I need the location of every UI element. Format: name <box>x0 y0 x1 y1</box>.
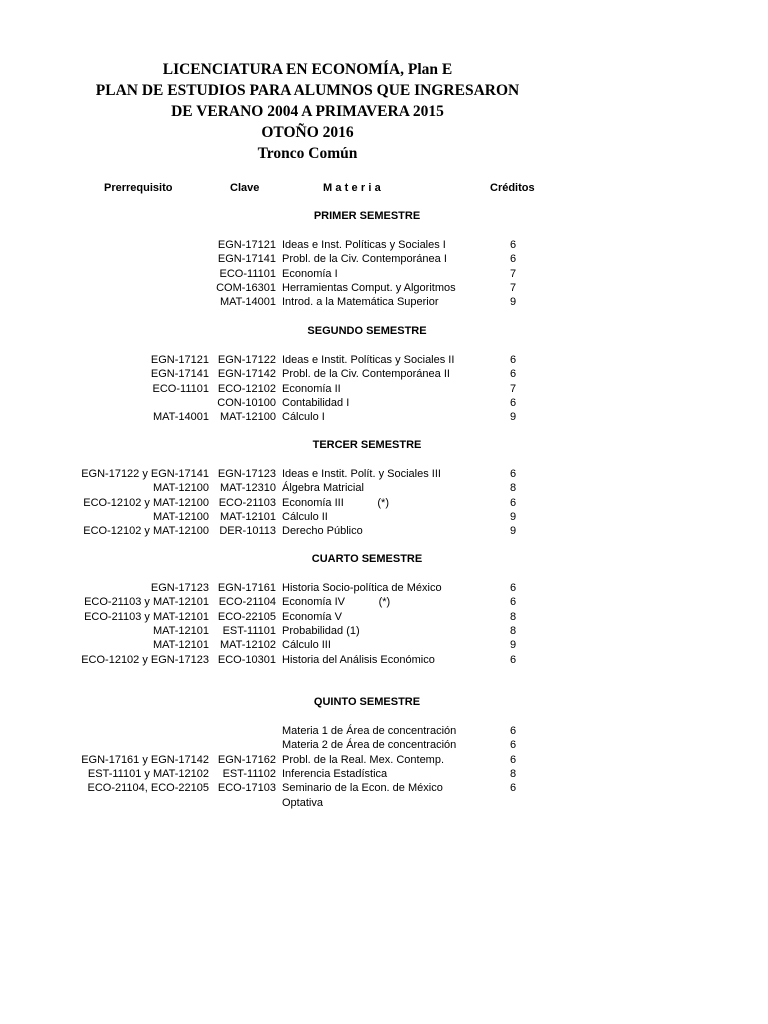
prerequisite-cell: MAT-14001 <box>152 411 209 424</box>
prerequisite-cell: MAT-12101 <box>152 639 209 652</box>
course-row <box>0 481 768 495</box>
semester-title: CUARTO SEMESTRE <box>311 553 423 565</box>
semester-title: QUINTO SEMESTRE <box>313 696 421 708</box>
subject-cell: Economía V <box>282 610 342 623</box>
header-prerequisite: Prerrequisito <box>104 182 173 194</box>
course-row <box>0 382 768 396</box>
course-row <box>0 738 768 752</box>
table-header <box>0 181 768 195</box>
course-row <box>0 410 768 424</box>
subject-cell: Economía IV (*) <box>282 596 391 609</box>
subject-cell: Probl. de la Real. Mex. Contemp. <box>282 753 445 766</box>
credits-cell: 8 <box>509 624 517 637</box>
title-line-plan: PLAN DE ESTUDIOS PARA ALUMNOS QUE INGRESARON <box>95 82 520 99</box>
subject-cell: Seminario de la Econ. de México <box>282 782 443 795</box>
course-row <box>0 510 768 524</box>
subject-cell: Economía I <box>282 267 338 280</box>
semester-heading <box>0 324 768 338</box>
semester-title: PRIMER SEMESTRE <box>313 210 421 222</box>
semester-title: SEGUNDO SEMESTRE <box>307 325 427 337</box>
header-code: Clave <box>230 182 260 194</box>
code-cell: EGN-17141 <box>217 253 276 266</box>
prerequisite-cell: ECO-12102 y MAT-12100 <box>83 496 209 509</box>
code-cell: CON-10100 <box>217 396 276 409</box>
title-line-section: Tronco Común <box>257 145 358 162</box>
semester-title: TERCER SEMESTRE <box>312 439 422 451</box>
credits-cell: 8 <box>509 767 517 780</box>
subject-cell: Historia Socio-política de México <box>282 582 442 594</box>
credits-cell: 6 <box>509 739 517 752</box>
code-cell: ECO-11101 <box>219 267 276 280</box>
credits-cell: 6 <box>509 782 517 795</box>
prerequisite-cell: ECO-21104, ECO-22105 <box>87 782 209 795</box>
semester-heading <box>0 438 768 452</box>
credits-cell: 6 <box>509 753 517 766</box>
code-cell: EGN-17123 <box>217 468 276 480</box>
course-row <box>0 267 768 281</box>
credits-cell: 9 <box>509 510 517 523</box>
prerequisite-cell: EGN-17121 <box>150 354 209 366</box>
credits-cell: 6 <box>509 253 517 266</box>
credits-cell: 7 <box>509 267 517 280</box>
semester-heading <box>0 209 768 223</box>
title-line-period: DE VERANO 2004 A PRIMAVERA 2015 <box>171 103 444 120</box>
code-cell: MAT-14001 <box>219 296 276 309</box>
credits-cell: 7 <box>509 281 517 294</box>
code-cell: EST-11101 <box>222 624 276 637</box>
credits-cell: 9 <box>509 411 517 424</box>
code-cell: EST-11102 <box>222 767 276 780</box>
subject-cell: Optativa <box>282 796 323 809</box>
subject-cell: Economía III (*) <box>282 496 389 509</box>
prerequisite-cell: MAT-12101 <box>152 624 209 637</box>
subject-cell: Cálculo I <box>282 411 325 424</box>
credits-cell: 6 <box>509 725 517 737</box>
credits-cell: 6 <box>509 653 517 666</box>
code-cell: MAT-12101 <box>219 510 276 523</box>
course-row <box>0 524 768 538</box>
subject-cell: Cálculo II <box>282 510 328 523</box>
subject-cell: Ideas e Instit. Políticas y Sociales II <box>282 354 455 366</box>
prerequisite-cell: EST-11101 y MAT-12102 <box>87 767 209 780</box>
header-credits: Créditos <box>490 182 535 194</box>
credits-cell: 6 <box>509 468 517 480</box>
course-row <box>0 595 768 609</box>
credits-cell: 7 <box>509 382 517 395</box>
subject-cell: Álgebra Matricial <box>282 482 364 495</box>
prerequisite-cell: ECO-12102 y EGN-17123 <box>81 653 209 666</box>
credits-cell: 8 <box>509 482 517 495</box>
prerequisite-cell: EGN-17161 y EGN-17142 <box>81 753 209 766</box>
subject-cell: Historia del Análisis Económico <box>282 653 435 666</box>
code-cell: EGN-17121 <box>217 239 276 251</box>
code-cell: COM-16301 <box>216 281 276 294</box>
code-cell: MAT-12102 <box>219 639 276 652</box>
prerequisite-cell: MAT-12100 <box>152 510 209 523</box>
code-cell: EGN-17162 <box>217 753 276 766</box>
course-row <box>0 496 768 510</box>
credits-cell: 9 <box>509 525 517 538</box>
title-line-term: OTOÑO 2016 <box>261 124 354 141</box>
semester-heading <box>0 552 768 566</box>
subject-cell: Contabilidad I <box>282 396 350 409</box>
credits-cell: 6 <box>509 582 517 594</box>
course-row <box>0 581 768 595</box>
prerequisite-cell: ECO-21103 y MAT-12101 <box>84 596 209 609</box>
code-cell: ECO-21103 <box>218 496 276 509</box>
code-cell: DER-10113 <box>219 525 276 538</box>
subject-cell: Economía II <box>282 382 341 395</box>
code-cell: EGN-17161 <box>217 582 276 594</box>
course-row <box>0 653 768 667</box>
code-cell: MAT-12100 <box>219 411 276 424</box>
course-row <box>0 638 768 652</box>
title-line-program: LICENCIATURA EN ECONOMÍA, Plan E <box>162 61 453 78</box>
prerequisite-cell: EGN-17141 <box>150 368 209 381</box>
code-cell: ECO-17103 <box>217 782 276 795</box>
credits-cell: 6 <box>509 239 517 251</box>
course-row <box>0 467 768 481</box>
course-row <box>0 796 768 810</box>
semester-heading <box>0 695 768 709</box>
code-cell: ECO-22105 <box>217 610 276 623</box>
subject-cell: Herramientas Comput. y Algoritmos <box>282 281 456 294</box>
prerequisite-cell: ECO-12102 y MAT-12100 <box>83 525 209 538</box>
course-row <box>0 624 768 638</box>
subject-cell: Cálculo III <box>282 639 331 652</box>
code-cell: MAT-12310 <box>219 482 276 495</box>
code-cell: ECO-10301 <box>217 653 276 666</box>
course-row <box>0 238 768 252</box>
code-cell: ECO-12102 <box>217 382 276 395</box>
course-row <box>0 767 768 781</box>
course-row <box>0 252 768 266</box>
credits-cell: 9 <box>509 639 517 652</box>
course-row <box>0 367 768 381</box>
credits-cell: 6 <box>509 354 517 366</box>
subject-cell: Ideas e Inst. Políticas y Sociales I <box>282 239 446 251</box>
credits-cell: 6 <box>509 368 517 381</box>
code-cell: ECO-21104 <box>218 596 276 609</box>
course-row <box>0 353 768 367</box>
subject-cell: Probabilidad (1) <box>282 624 360 637</box>
subject-cell: Inferencia Estadística <box>282 767 388 780</box>
document-title <box>0 59 615 164</box>
subject-cell: Materia 1 de Área de concentración <box>282 725 457 737</box>
credits-cell: 6 <box>509 496 517 509</box>
subject-cell: Materia 2 de Área de concentración <box>282 739 457 752</box>
prerequisite-cell: EGN-17122 y EGN-17141 <box>81 468 209 480</box>
course-row <box>0 281 768 295</box>
credits-cell: 9 <box>509 296 517 309</box>
subject-cell: Derecho Público <box>282 525 363 538</box>
credits-cell: 6 <box>509 596 517 609</box>
subject-cell: Ideas e Instit. Polít. y Sociales III <box>282 468 441 480</box>
credits-cell: 6 <box>509 396 517 409</box>
code-cell: EGN-17142 <box>217 368 276 381</box>
prerequisite-cell: MAT-12100 <box>152 482 209 495</box>
course-row <box>0 753 768 767</box>
prerequisite-cell: ECO-11101 <box>152 382 209 395</box>
course-row <box>0 396 768 410</box>
credits-cell: 8 <box>509 610 517 623</box>
subject-cell: Probl. de la Civ. Contemporánea I <box>282 253 447 266</box>
course-row <box>0 724 768 738</box>
header-subject: Materia <box>323 182 384 194</box>
code-cell: EGN-17122 <box>217 354 276 366</box>
prerequisite-cell: ECO-21103 y MAT-12101 <box>84 610 209 623</box>
course-row <box>0 295 768 309</box>
course-row <box>0 610 768 624</box>
subject-cell: Introd. a la Matemática Superior <box>282 296 439 309</box>
prerequisite-cell: EGN-17123 <box>150 582 209 594</box>
subject-cell: Probl. de la Civ. Contemporánea II <box>282 368 450 381</box>
course-row <box>0 781 768 795</box>
